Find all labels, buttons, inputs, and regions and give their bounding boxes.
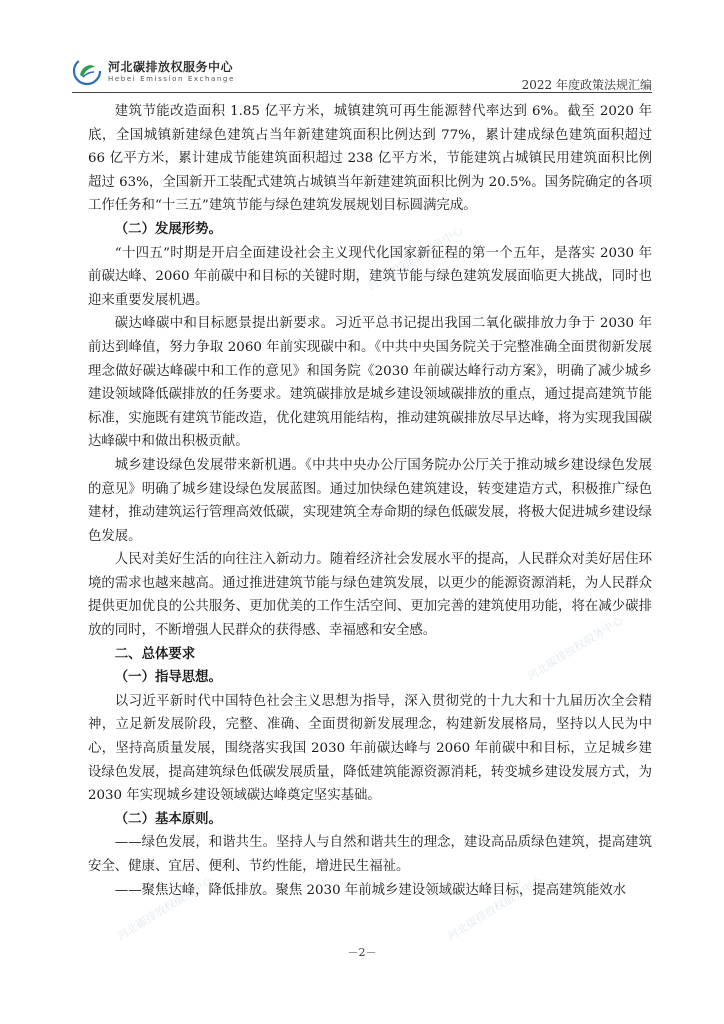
header-divider: [72, 92, 652, 93]
page-number: －2－: [347, 946, 377, 959]
body-paragraph: ——绿色发展，和谐共生。坚持人与自然和谐共生的理念，建设高品质绿色建筑，提高建筑安全、健康、宜居、便利、节约性能，增进民生福祉。: [88, 835, 652, 874]
watermark: 河北碳排放权服务中心: [365, 223, 466, 294]
watermark: 河北碳排放权服务中心: [445, 873, 546, 944]
body-paragraph: 以习近平新时代中国特色社会主义思想为指导，深入贯彻党的十九大和十九届历次全会精神，立足新发展阶段，完整、准确、全面贯彻新发展理念，构建新发展格局，坚持以人民为中心，坚持高质量发展，围绕落实我国 2030 年前碳达峰与 2060 年前碳中和目标，立足城乡建设绿色发展，提高建筑绿色低碳发展质量，降低建筑能源资源消耗，转变城乡建设发展方式，为 2030 年实现城乡建设领域碳达峰奠定坚实基础。: [88, 693, 652, 804]
chapter-heading: 二、总体要求: [114, 646, 196, 662]
org-name-cn: 河北碳排放权服务中心: [108, 60, 234, 74]
body-paragraph: “十四五”时期是开启全面建设社会主义现代化国家新征程的第一个五年，是落实 2030 年前碳达峰、2060 年前碳中和目标的关键时期，建筑节能与绿色建筑发展面临更大挑战，同时也迎来重要发展机遇。: [88, 245, 652, 308]
body-paragraph: 人民对美好生活的向往注入新动力。随着经济社会发展水平的提高，人民群众对美好居住环境的需求也越来越高。通过推进建筑节能与绿色建筑发展，以更少的能源资源消耗，为人民群众提供更加优良的公共服务、更加优美的工作生活空间、更加完善的建筑使用功能，将在减少碳排放的同时，不断增强人民群众的获得感、幸福感和安全感。: [88, 552, 652, 639]
body-paragraph: ——聚焦达峰，降低排放。聚焦 2030 年前城乡建设领域碳达峰目标，提高建筑能效水: [114, 882, 627, 898]
section-heading: （二）基本原则。: [114, 811, 222, 827]
watermark: 河北碳排放权服务中心: [115, 873, 216, 944]
section-heading: （二）发展形势。: [114, 221, 222, 237]
body-paragraph: 建筑节能改造面积 1.85 亿平方米，城镇建筑可再生能源替代率达到 6%。截至 2020 年底，全国城镇新建绿色建筑占当年新建建筑面积比例达到 77%，累计建成绿色建筑面积超过 66 亿平方米，累计建成节能建筑面积超过 238 亿平方米，节能建筑占城镇民用建筑面积比例超过 63%，全国新开工装配式建筑占城镇当年新建建筑面积比例为 20.5%。国务院确定的各项工作任务和“十三五”建筑节能与绿色建筑发展规划目标圆满完成。: [88, 104, 652, 214]
body-paragraph: 碳达峰碳中和目标愿景提出新要求。习近平总书记提出我国二氧化碳排放力争于 2030 年前达到峰值，努力争取 2060 年前实现碳中和。《中共中央国务院关于完整准确全面贯彻新发展理念做好碳达峰碳中和工作的意见》和国务院《2030 年前碳达峰行动方案》，明确了减少城乡建设领域降低碳排放的任务要求。建筑碳排放是城乡建设领域碳排放的重点，通过提高建筑节能标准，实施既有建筑节能改造，优化建筑用能结构，推动建筑碳排放尽早达峰，将为实现我国碳达峰碳中和做出积极贡献。: [88, 316, 652, 450]
section-heading: （一）指导思想。: [114, 670, 222, 686]
org-name-en: Hebei Emission Exchange: [108, 75, 235, 83]
doc-title: 2022 年度政策法规汇编: [521, 78, 652, 92]
document-body: [88, 100, 652, 902]
body-paragraph: 城乡建设绿色发展带来新机遇。《中共中央办公厅国务院办公厅关于推动城乡建设绿色发展的意见》明确了城乡建设绿色发展蓝图。通过加快绿色建筑建设，转变建造方式，积极推广绿色建材，推动建筑运行管理高效低碳，实现建筑全寿命期的绿色低碳发展，将极大促进城乡建设绿色发展。: [88, 457, 652, 544]
watermark: 河北碳排放权服务中心: [525, 613, 626, 684]
carbon-center-logo-icon: [72, 56, 102, 86]
page-header: [72, 52, 652, 92]
